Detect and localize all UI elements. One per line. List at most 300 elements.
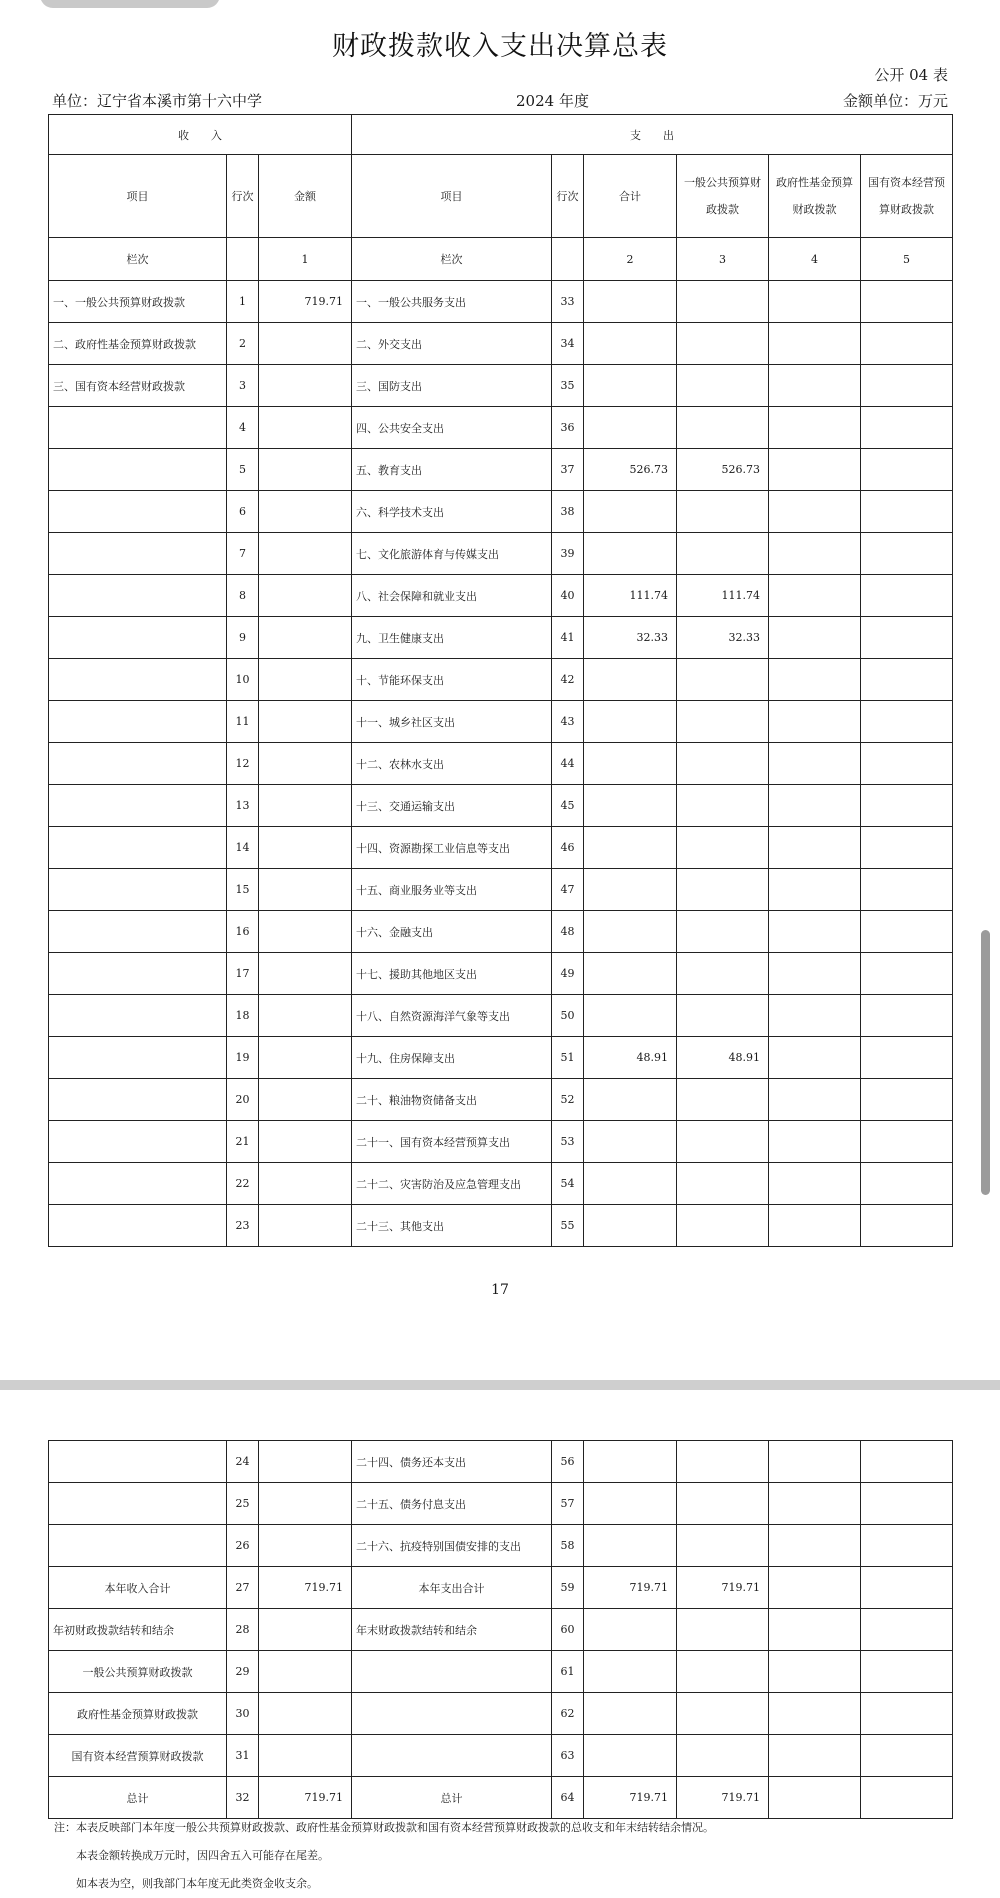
expense-total-cell — [584, 1205, 677, 1247]
expense-soe-cell — [861, 1735, 953, 1777]
expense-fund-cell — [769, 281, 861, 323]
income-item-cell — [49, 911, 227, 953]
expense-general-cell — [677, 323, 769, 365]
income-item-cell — [49, 1163, 227, 1205]
expense-item-cell: 本年支出合计 — [352, 1567, 552, 1609]
expense-total-cell — [584, 1525, 677, 1567]
expense-row-no-cell: 52 — [552, 1079, 584, 1121]
expense-total-cell — [584, 1651, 677, 1693]
expense-total-cell — [584, 785, 677, 827]
expense-row-no-cell: 37 — [552, 449, 584, 491]
expense-row-no-cell: 36 — [552, 407, 584, 449]
expense-soe-cell — [861, 785, 953, 827]
income-row-no-cell: 9 — [227, 617, 259, 659]
expense-fund-cell — [769, 1567, 861, 1609]
year-label: 2024 年度 — [516, 92, 589, 110]
expense-general-cell — [677, 1483, 769, 1525]
expense-row-no-cell: 45 — [552, 785, 584, 827]
expense-fund-cell — [769, 1205, 861, 1247]
income-amount-cell — [259, 1483, 352, 1525]
expense-item-cell: 七、文化旅游体育与传媒支出 — [352, 533, 552, 575]
expense-soe-cell — [861, 911, 953, 953]
expense-fund-cell — [769, 1441, 861, 1483]
expense-row-no-cell: 40 — [552, 575, 584, 617]
expense-total-cell: 48.91 — [584, 1037, 677, 1079]
income-row-no-cell: 22 — [227, 1163, 259, 1205]
table-row — [49, 827, 953, 869]
lanci-row — [49, 238, 953, 281]
expense-item-cell: 二、外交支出 — [352, 323, 552, 365]
lanci-2: 2 — [584, 238, 677, 281]
expense-soe-cell — [861, 1567, 953, 1609]
income-amount-cell — [259, 575, 352, 617]
expense-item-cell — [352, 1735, 552, 1777]
expense-fund-cell — [769, 449, 861, 491]
expense-general-cell — [677, 1079, 769, 1121]
table-row — [49, 1735, 953, 1777]
expense-total-cell: 32.33 — [584, 617, 677, 659]
income-item-cell — [49, 1483, 227, 1525]
expense-item-cell: 二十六、抗疫特别国债安排的支出 — [352, 1525, 552, 1567]
expense-fund-cell — [769, 1693, 861, 1735]
expense-soe-cell — [861, 1693, 953, 1735]
expense-row-no-cell: 60 — [552, 1609, 584, 1651]
expense-item-cell: 十、节能环保支出 — [352, 659, 552, 701]
income-row-no-cell: 28 — [227, 1609, 259, 1651]
income-row-no-cell: 5 — [227, 449, 259, 491]
expense-soe-cell — [861, 1525, 953, 1567]
expense-fund-cell — [769, 701, 861, 743]
income-amount-cell — [259, 701, 352, 743]
income-row-no-cell: 11 — [227, 701, 259, 743]
expense-fund-cell — [769, 575, 861, 617]
expense-general-cell — [677, 491, 769, 533]
table-row — [49, 1441, 953, 1483]
expense-item-cell: 二十五、债务付息支出 — [352, 1483, 552, 1525]
table-row — [49, 1777, 953, 1819]
income-row-no-cell: 21 — [227, 1121, 259, 1163]
expense-item-cell: 十三、交通运输支出 — [352, 785, 552, 827]
expense-total-cell — [584, 911, 677, 953]
expense-general-cell — [677, 281, 769, 323]
income-amount-cell — [259, 743, 352, 785]
income-row-no-cell: 32 — [227, 1777, 259, 1819]
expense-total-cell — [584, 323, 677, 365]
expense-total-cell — [584, 491, 677, 533]
expense-row-no-cell: 61 — [552, 1651, 584, 1693]
expense-fund-cell — [769, 1651, 861, 1693]
footnote-3: 如本表为空，则我部门本年度无此类资金收支余。 — [76, 1877, 318, 1890]
table-row — [49, 1079, 953, 1121]
income-row-no-cell: 15 — [227, 869, 259, 911]
income-amount-cell — [259, 995, 352, 1037]
finance-table-page2 — [48, 1440, 953, 1819]
expense-general-cell — [677, 1609, 769, 1651]
table-row — [49, 491, 953, 533]
expense-soe-cell — [861, 743, 953, 785]
expense-item-cell: 二十四、债务还本支出 — [352, 1441, 552, 1483]
table-row — [49, 1037, 953, 1079]
expense-total-cell — [584, 1079, 677, 1121]
expense-fund-cell — [769, 827, 861, 869]
form-code: 公开 04 表 — [874, 66, 948, 84]
expense-soe-cell — [861, 1777, 953, 1819]
finance-table-page1 — [48, 114, 953, 1247]
expense-item-cell: 十八、自然资源海洋气象等支出 — [352, 995, 552, 1037]
browser-tab-pill — [40, 0, 220, 8]
expense-soe-cell — [861, 1163, 953, 1205]
expense-fund-cell — [769, 533, 861, 575]
expense-item-cell: 二十三、其他支出 — [352, 1205, 552, 1247]
expense-fund-cell — [769, 785, 861, 827]
amount-unit-label: 金额单位：万元 — [842, 92, 948, 110]
expense-row-no-cell: 42 — [552, 659, 584, 701]
table-row — [49, 323, 953, 365]
expense-general-cell — [677, 743, 769, 785]
expense-soe-cell — [861, 617, 953, 659]
expense-general-cell — [677, 1441, 769, 1483]
expense-total-cell — [584, 533, 677, 575]
expense-fund-cell — [769, 1525, 861, 1567]
expense-item-cell: 二十二、灾害防治及应急管理支出 — [352, 1163, 552, 1205]
expense-soe-cell — [861, 995, 953, 1037]
exp-lanci-empty — [552, 238, 584, 281]
income-amount-cell: 719.71 — [259, 1567, 352, 1609]
expense-fund-cell — [769, 743, 861, 785]
expense-section-header: 支 出 — [352, 115, 953, 155]
expense-item-cell: 三、国防支出 — [352, 365, 552, 407]
table-row — [49, 533, 953, 575]
expense-general-cell: 719.71 — [677, 1777, 769, 1819]
expense-row-no-cell: 64 — [552, 1777, 584, 1819]
income-amount-cell — [259, 785, 352, 827]
income-item-cell: 年初财政拨款结转和结余 — [49, 1609, 227, 1651]
expense-fund-cell — [769, 1735, 861, 1777]
expense-soe-cell — [861, 323, 953, 365]
expense-fund-cell — [769, 1079, 861, 1121]
table-row — [49, 407, 953, 449]
expense-total-cell — [584, 1483, 677, 1525]
expense-row-no-cell: 58 — [552, 1525, 584, 1567]
expense-total-cell: 719.71 — [584, 1777, 677, 1819]
col-header-amount: 金额 — [259, 155, 352, 238]
lanci-1: 1 — [259, 238, 352, 281]
table-row — [49, 1483, 953, 1525]
unit-label: 单位：辽宁省本溪市第十六中学 — [52, 92, 263, 110]
income-amount-cell — [259, 1441, 352, 1483]
expense-total-cell — [584, 953, 677, 995]
expense-total-cell — [584, 281, 677, 323]
income-item-cell — [49, 1121, 227, 1163]
income-amount-cell — [259, 827, 352, 869]
income-item-cell — [49, 1525, 227, 1567]
expense-general-cell — [677, 701, 769, 743]
col-header-exp-item: 项目 — [352, 155, 552, 238]
expense-total-cell — [584, 1441, 677, 1483]
income-row-no-cell: 6 — [227, 491, 259, 533]
expense-soe-cell — [861, 701, 953, 743]
expense-item-cell: 十四、资源勘探工业信息等支出 — [352, 827, 552, 869]
income-row-no-cell: 3 — [227, 365, 259, 407]
income-amount-cell — [259, 1609, 352, 1651]
income-row-no-cell: 24 — [227, 1441, 259, 1483]
income-item-cell — [49, 995, 227, 1037]
income-amount-cell — [259, 533, 352, 575]
income-item-cell — [49, 659, 227, 701]
expense-fund-cell — [769, 365, 861, 407]
expense-soe-cell — [861, 1441, 953, 1483]
table-row — [49, 575, 953, 617]
income-row-no-cell: 26 — [227, 1525, 259, 1567]
expense-fund-cell — [769, 407, 861, 449]
income-item-cell: 政府性基金预算财政拨款 — [49, 1693, 227, 1735]
expense-fund-cell — [769, 911, 861, 953]
income-row-no-cell: 10 — [227, 659, 259, 701]
expense-row-no-cell: 56 — [552, 1441, 584, 1483]
income-item-cell — [49, 1079, 227, 1121]
income-row-no-cell: 30 — [227, 1693, 259, 1735]
expense-item-cell — [352, 1651, 552, 1693]
expense-total-cell — [584, 743, 677, 785]
income-item-cell — [49, 407, 227, 449]
expense-fund-cell — [769, 617, 861, 659]
col-header-general: 一般公共预算财政拨款 — [677, 155, 769, 238]
expense-soe-cell — [861, 491, 953, 533]
income-item-cell: 三、国有资本经营财政拨款 — [49, 365, 227, 407]
lanci-empty — [227, 238, 259, 281]
expense-row-no-cell: 62 — [552, 1693, 584, 1735]
table-row — [49, 995, 953, 1037]
expense-general-cell: 48.91 — [677, 1037, 769, 1079]
expense-general-cell — [677, 827, 769, 869]
expense-row-no-cell: 49 — [552, 953, 584, 995]
expense-general-cell — [677, 785, 769, 827]
page-number: 17 — [491, 1282, 509, 1298]
income-item-cell: 总计 — [49, 1777, 227, 1819]
col-header-row-no: 行次 — [227, 155, 259, 238]
income-item-cell — [49, 575, 227, 617]
income-amount-cell — [259, 449, 352, 491]
col-header-item: 项目 — [49, 155, 227, 238]
expense-fund-cell — [769, 1483, 861, 1525]
income-amount-cell — [259, 1735, 352, 1777]
expense-soe-cell — [861, 449, 953, 491]
expense-general-cell — [677, 1525, 769, 1567]
income-item-cell — [49, 1037, 227, 1079]
income-item-cell — [49, 701, 227, 743]
expense-row-no-cell: 44 — [552, 743, 584, 785]
income-amount-cell — [259, 617, 352, 659]
expense-general-cell — [677, 1735, 769, 1777]
footnote-1: 注：本表反映部门本年度一般公共预算财政拨款、政府性基金预算财政拨款和国有资本经营预算财政拨款的总收支和年末结转结余情况。 — [54, 1821, 714, 1834]
income-amount-cell — [259, 1205, 352, 1247]
table-row — [49, 911, 953, 953]
col-header-exp-row-no: 行次 — [552, 155, 584, 238]
expense-soe-cell — [861, 659, 953, 701]
expense-row-no-cell: 50 — [552, 995, 584, 1037]
expense-row-no-cell: 47 — [552, 869, 584, 911]
expense-fund-cell — [769, 1777, 861, 1819]
income-item-cell: 一、一般公共预算财政拨款 — [49, 281, 227, 323]
expense-fund-cell — [769, 869, 861, 911]
table-row — [49, 785, 953, 827]
expense-fund-cell — [769, 1163, 861, 1205]
table-row — [49, 617, 953, 659]
expense-item-cell: 十六、金融支出 — [352, 911, 552, 953]
income-amount-cell: 719.71 — [259, 1777, 352, 1819]
expense-soe-cell — [861, 281, 953, 323]
income-item-cell — [49, 953, 227, 995]
footnote-2: 本表金额转换成万元时，因四舍五入可能存在尾差。 — [76, 1849, 329, 1862]
section-header-row — [49, 115, 953, 155]
income-amount-cell — [259, 491, 352, 533]
footnotes — [54, 1814, 714, 1898]
table-row — [49, 365, 953, 407]
income-row-no-cell: 14 — [227, 827, 259, 869]
expense-row-no-cell: 35 — [552, 365, 584, 407]
expense-item-cell: 二十一、国有资本经营预算支出 — [352, 1121, 552, 1163]
income-row-no-cell: 1 — [227, 281, 259, 323]
income-item-cell — [49, 1205, 227, 1247]
table-row — [49, 281, 953, 323]
expense-row-no-cell: 39 — [552, 533, 584, 575]
page-separator — [0, 1380, 1000, 1390]
table-row — [49, 869, 953, 911]
expense-row-no-cell: 41 — [552, 617, 584, 659]
expense-row-no-cell: 46 — [552, 827, 584, 869]
exp-lanci-label: 栏次 — [352, 238, 552, 281]
income-item-cell: 国有资本经营预算财政拨款 — [49, 1735, 227, 1777]
income-amount-cell: 719.71 — [259, 281, 352, 323]
income-amount-cell — [259, 1525, 352, 1567]
expense-total-cell — [584, 827, 677, 869]
expense-total-cell — [584, 407, 677, 449]
lanci-5: 5 — [861, 238, 953, 281]
meta-row — [52, 90, 948, 112]
income-amount-cell — [259, 1037, 352, 1079]
table-row — [49, 659, 953, 701]
expense-fund-cell — [769, 1121, 861, 1163]
income-amount-cell — [259, 953, 352, 995]
income-item-cell — [49, 1441, 227, 1483]
expense-row-no-cell: 33 — [552, 281, 584, 323]
expense-soe-cell — [861, 1037, 953, 1079]
income-row-no-cell: 20 — [227, 1079, 259, 1121]
expense-fund-cell — [769, 953, 861, 995]
income-amount-cell — [259, 1651, 352, 1693]
col-header-total: 合计 — [584, 155, 677, 238]
expense-soe-cell — [861, 407, 953, 449]
expense-soe-cell — [861, 1205, 953, 1247]
income-item-cell — [49, 785, 227, 827]
table-row — [49, 449, 953, 491]
expense-row-no-cell: 54 — [552, 1163, 584, 1205]
table-row — [49, 1651, 953, 1693]
expense-total-cell: 111.74 — [584, 575, 677, 617]
expense-fund-cell — [769, 1037, 861, 1079]
expense-item-cell: 十九、住房保障支出 — [352, 1037, 552, 1079]
expense-row-no-cell: 63 — [552, 1735, 584, 1777]
expense-fund-cell — [769, 323, 861, 365]
expense-soe-cell — [861, 1483, 953, 1525]
expense-soe-cell — [861, 533, 953, 575]
expense-row-no-cell: 34 — [552, 323, 584, 365]
income-row-no-cell: 29 — [227, 1651, 259, 1693]
expense-row-no-cell: 38 — [552, 491, 584, 533]
income-row-no-cell: 2 — [227, 323, 259, 365]
expense-item-cell: 八、社会保障和就业支出 — [352, 575, 552, 617]
income-amount-cell — [259, 365, 352, 407]
expense-general-cell — [677, 533, 769, 575]
expense-general-cell: 111.74 — [677, 575, 769, 617]
expense-general-cell — [677, 911, 769, 953]
income-row-no-cell: 25 — [227, 1483, 259, 1525]
expense-fund-cell — [769, 659, 861, 701]
expense-total-cell — [584, 1163, 677, 1205]
income-row-no-cell: 27 — [227, 1567, 259, 1609]
expense-general-cell: 32.33 — [677, 617, 769, 659]
expense-item-cell: 九、卫生健康支出 — [352, 617, 552, 659]
table-row — [49, 743, 953, 785]
expense-item-cell: 十一、城乡社区支出 — [352, 701, 552, 743]
income-amount-cell — [259, 1163, 352, 1205]
expense-item-cell: 一、一般公共服务支出 — [352, 281, 552, 323]
income-row-no-cell: 19 — [227, 1037, 259, 1079]
income-amount-cell — [259, 323, 352, 365]
expense-soe-cell — [861, 1651, 953, 1693]
income-item-cell — [49, 827, 227, 869]
expense-item-cell: 十五、商业服务业等支出 — [352, 869, 552, 911]
expense-item-cell: 总计 — [352, 1777, 552, 1819]
expense-soe-cell — [861, 365, 953, 407]
expense-general-cell — [677, 995, 769, 1037]
income-amount-cell — [259, 911, 352, 953]
expense-item-cell: 二十、粮油物资储备支出 — [352, 1079, 552, 1121]
expense-total-cell — [584, 1121, 677, 1163]
expense-row-no-cell: 51 — [552, 1037, 584, 1079]
table-row — [49, 953, 953, 995]
expense-general-cell — [677, 1205, 769, 1247]
income-amount-cell — [259, 659, 352, 701]
expense-total-cell — [584, 659, 677, 701]
expense-item-cell: 年末财政拨款结转和结余 — [352, 1609, 552, 1651]
table-row — [49, 1609, 953, 1651]
income-item-cell — [49, 869, 227, 911]
expense-total-cell: 719.71 — [584, 1567, 677, 1609]
income-section-header: 收 入 — [49, 115, 352, 155]
vertical-scrollbar[interactable] — [981, 930, 990, 1195]
expense-general-cell — [677, 869, 769, 911]
income-item-cell: 二、政府性基金预算财政拨款 — [49, 323, 227, 365]
expense-item-cell: 十七、援助其他地区支出 — [352, 953, 552, 995]
income-item-cell — [49, 617, 227, 659]
income-item-cell — [49, 491, 227, 533]
income-row-no-cell: 31 — [227, 1735, 259, 1777]
expense-row-no-cell: 55 — [552, 1205, 584, 1247]
expense-general-cell: 719.71 — [677, 1567, 769, 1609]
income-row-no-cell: 16 — [227, 911, 259, 953]
expense-soe-cell — [861, 827, 953, 869]
income-row-no-cell: 13 — [227, 785, 259, 827]
expense-soe-cell — [861, 575, 953, 617]
table-row — [49, 1525, 953, 1567]
expense-general-cell — [677, 1121, 769, 1163]
table-row — [49, 1205, 953, 1247]
expense-total-cell: 526.73 — [584, 449, 677, 491]
income-row-no-cell: 23 — [227, 1205, 259, 1247]
expense-general-cell — [677, 365, 769, 407]
expense-total-cell — [584, 1693, 677, 1735]
